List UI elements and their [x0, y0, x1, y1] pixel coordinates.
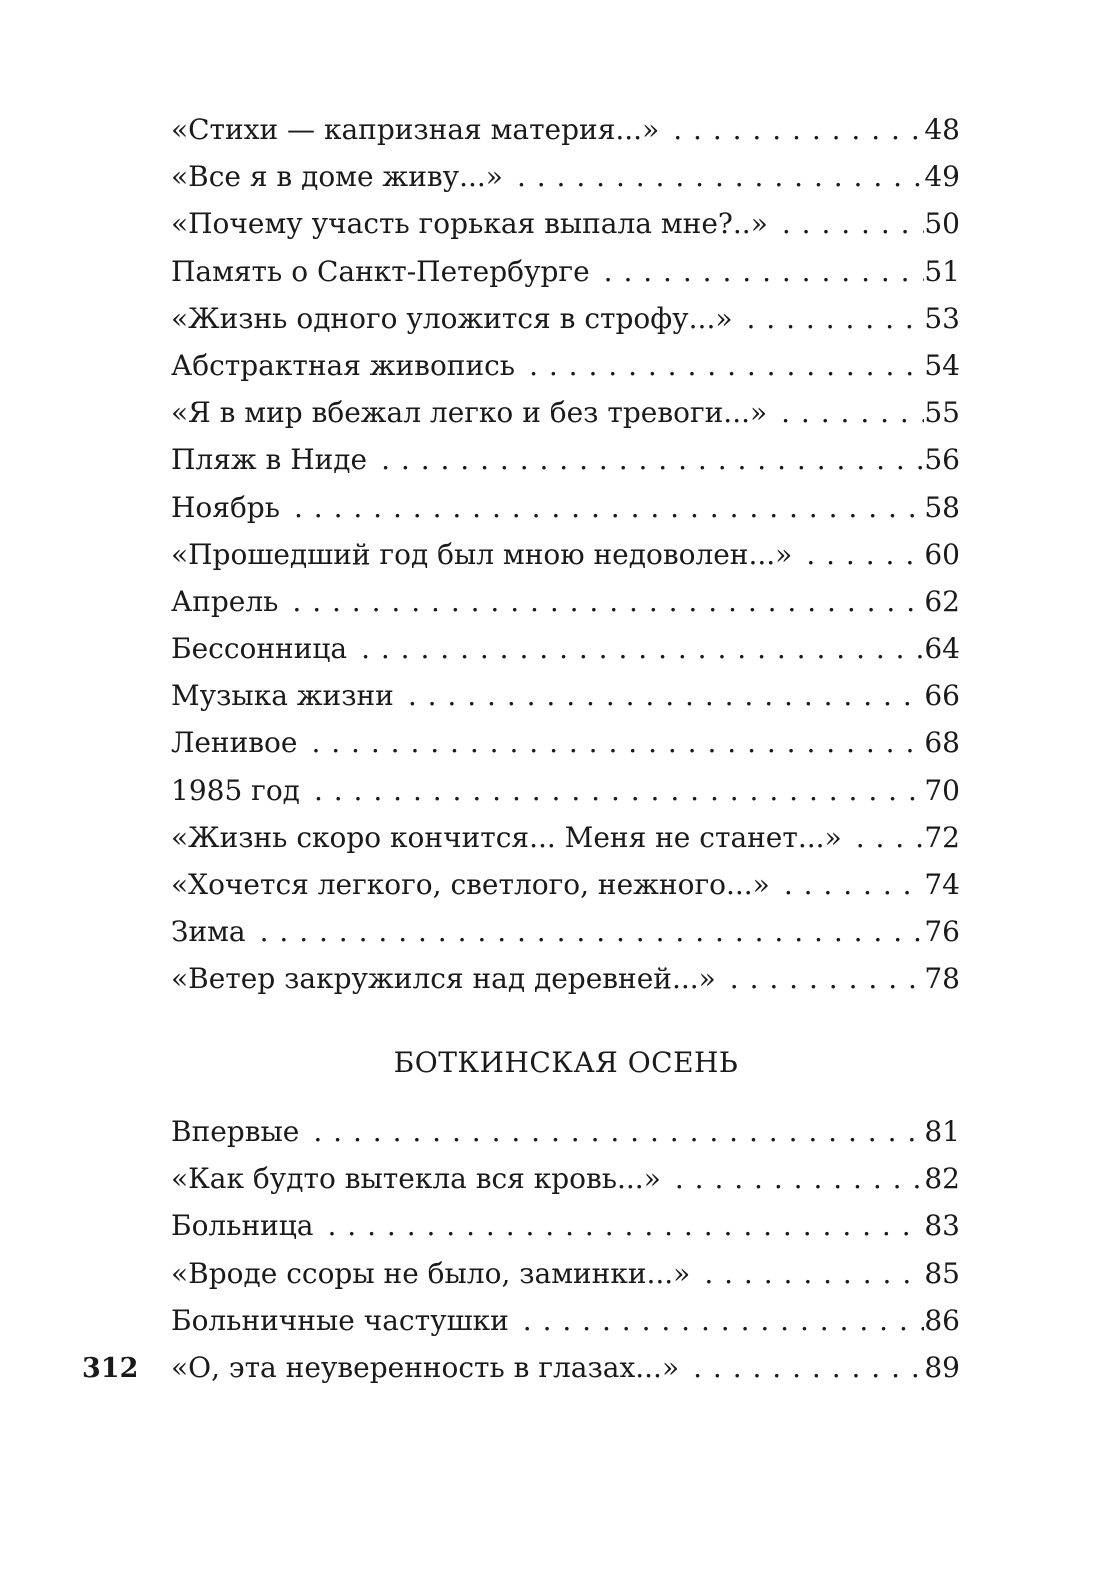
toc-entry-page: 74	[924, 868, 960, 901]
dot-leader	[311, 719, 924, 766]
toc-entry	[171, 1297, 960, 1344]
toc-entry-title: Больница	[171, 1209, 314, 1243]
dot-leader	[806, 531, 924, 578]
dot-leader	[529, 342, 924, 389]
dot-leader	[260, 908, 925, 955]
toc-entry	[171, 861, 960, 908]
dot-leader	[361, 625, 924, 672]
dot-leader	[781, 389, 924, 436]
toc-entry-page: 83	[924, 1209, 960, 1243]
dot-leader	[381, 436, 924, 483]
toc-entry	[171, 531, 960, 578]
toc-entry-title: «Жизнь одного уложится в строфу...»	[171, 301, 733, 335]
toc-entry-title: Апрель	[171, 584, 279, 618]
toc-entry-title: Абстрактная живопись	[171, 348, 516, 382]
toc-entry-title: Ноябрь	[171, 490, 280, 524]
dot-leader	[292, 578, 924, 625]
toc-entry-page: 68	[924, 726, 960, 760]
toc-entry	[171, 248, 960, 295]
toc-entry-page: 89	[924, 1350, 960, 1384]
toc-entry	[171, 200, 960, 247]
toc-entry-page: 51	[924, 254, 960, 288]
toc-entry-title: 1985 год	[171, 773, 300, 807]
toc-entry-title: «Вроде ссоры не было, заминки...»	[171, 1256, 691, 1290]
toc-entry-title: «Жизнь скоро кончится... Меня не станет...»	[171, 820, 842, 854]
toc-entry-page: 78	[924, 962, 960, 996]
toc-entry	[171, 436, 960, 483]
toc-entry-page: 76	[924, 915, 960, 949]
toc-entry-title: «Хочется легкого, светлого, нежного...»	[171, 868, 770, 901]
toc-entry	[171, 484, 960, 531]
toc-entry	[171, 389, 960, 436]
dot-leader	[328, 1202, 925, 1249]
toc-entry-page: 56	[924, 443, 960, 477]
toc-entry-title: Музыка жизни	[171, 679, 394, 713]
dot-leader	[730, 955, 925, 1002]
toc-entry-title: Впервые	[171, 1115, 300, 1148]
toc-section-2	[171, 1108, 960, 1391]
dot-leader	[704, 1250, 924, 1297]
toc-entry	[171, 342, 960, 389]
toc-entry-page: 81	[924, 1115, 960, 1148]
toc-entry	[171, 955, 960, 1002]
toc-entry-title: Бессонница	[171, 632, 348, 666]
toc-section-1	[171, 106, 960, 1003]
toc-entry-page: 60	[924, 537, 960, 571]
dot-leader	[673, 106, 924, 153]
toc-entry	[171, 625, 960, 672]
dot-leader	[523, 1297, 925, 1344]
toc-entry	[171, 908, 960, 955]
dot-leader	[517, 153, 924, 200]
toc-entry-page: 50	[924, 207, 960, 241]
dot-leader	[313, 1108, 924, 1155]
toc-entry-page: 86	[924, 1303, 960, 1337]
toc-entry-page: 66	[924, 679, 960, 713]
toc-entry-page: 55	[924, 396, 960, 430]
dot-leader	[314, 767, 924, 814]
toc-entry	[171, 1108, 960, 1155]
toc-entry	[171, 153, 960, 200]
dot-leader	[604, 248, 925, 295]
toc-entry-title: Зима	[171, 915, 246, 949]
toc-entry-page: 64	[924, 632, 960, 666]
toc-entry-title: «О, эта неуверенность в глазах...»	[171, 1350, 680, 1384]
toc-entry	[171, 1202, 960, 1249]
toc-entry	[171, 1344, 960, 1391]
toc-entry-page: 53	[924, 301, 960, 335]
toc-entry	[171, 672, 960, 719]
toc-entry	[171, 767, 960, 814]
dot-leader	[856, 814, 925, 861]
toc-entry-page: 48	[924, 113, 960, 146]
toc-entry-title: «Прошедший год был мною недоволен...»	[171, 537, 793, 571]
toc-entry-page: 70	[924, 773, 960, 807]
toc-entry	[171, 814, 960, 861]
toc-entry	[171, 295, 960, 342]
dot-leader	[747, 295, 925, 342]
dot-leader	[693, 1344, 924, 1391]
toc-entry-page: 72	[924, 820, 960, 854]
toc-entry	[171, 578, 960, 625]
toc-entry-page: 82	[924, 1162, 960, 1196]
section-heading: БОТКИНСКАЯ ОСЕНЬ	[393, 1046, 739, 1079]
page-number: 312	[82, 1353, 139, 1384]
toc-entry-page: 62	[924, 584, 960, 618]
toc-entry-title: «Я в мир вбежал легко и без тревоги...»	[171, 396, 768, 430]
toc-entry	[171, 106, 960, 153]
toc-entry-title: Ленивое	[171, 726, 298, 760]
toc-entry-title: «Стихи — капризная материя...»	[171, 113, 660, 146]
toc-entry-title: Память о Санкт-Петербурге	[171, 254, 590, 288]
toc-entry	[171, 1155, 960, 1202]
dot-leader	[784, 861, 925, 908]
toc-entry-title: Пляж в Ниде	[171, 443, 368, 477]
toc-entry-title: «Как будто вытекла вся кровь...»	[171, 1162, 661, 1196]
dot-leader	[782, 200, 925, 247]
toc-entry-title: «Почему участь горькая выпала мне?..»	[171, 207, 768, 241]
toc-entry-title: «Все я в доме живу...»	[171, 160, 503, 194]
toc-entry-title: «Ветер закружился над деревней...»	[171, 962, 716, 996]
dot-leader	[408, 672, 925, 719]
toc-entry-page: 58	[924, 490, 960, 524]
toc-entry	[171, 1250, 960, 1297]
toc-entry	[171, 719, 960, 766]
toc-entry-page: 54	[924, 348, 960, 382]
dot-leader	[675, 1155, 925, 1202]
toc-entry-page: 85	[924, 1256, 960, 1290]
toc-entry-page: 49	[924, 160, 960, 194]
toc-entry-title: Больничные частушки	[171, 1303, 509, 1337]
dot-leader	[294, 484, 924, 531]
